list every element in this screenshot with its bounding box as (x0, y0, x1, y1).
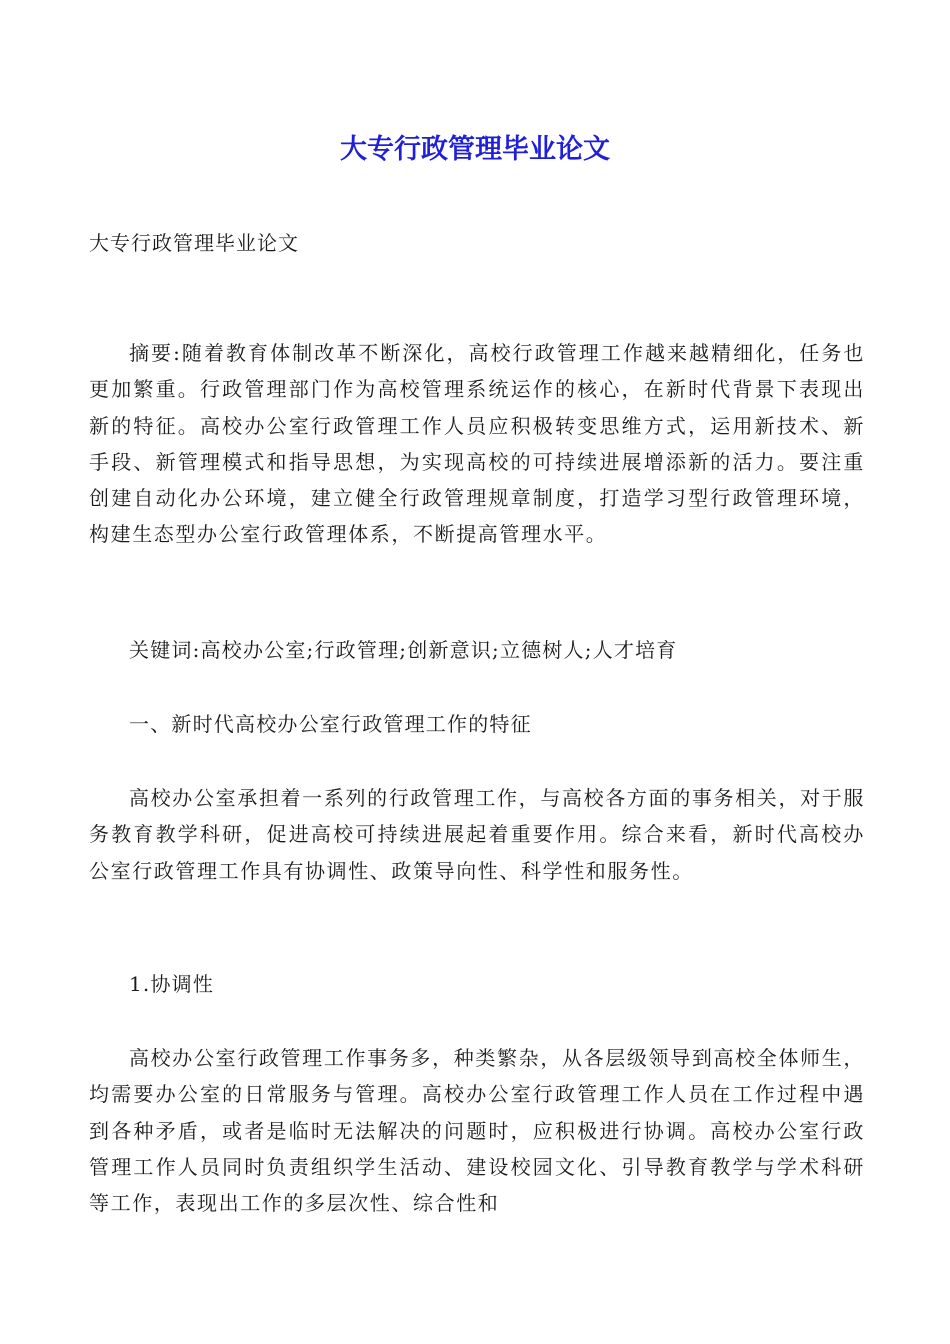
section-paragraph: 高校办公室承担着一系列的行政管理工作，与高校各方面的事务相关，对于服务教育教学科研，促进高校可持续进展起着重要作用。综合来看，新时代高校办公室行政管理工作具有协调性、政策导向性、科学性和服务性。 (89, 786, 865, 883)
document-title: 大专行政管理毕业论文 (340, 134, 610, 165)
subsection-paragraph: 高校办公室行政管理工作事务多，种类繁杂，从各层级领导到高校全体师生，均需要办公室的日常服务与管理。高校办公室行政管理工作人员在工作过程中遇到各种矛盾，或者是临时无法解决的问题时，应积极进行协调。高校办公室行政管理工作人员同时负责组织学生活动、建设校园文化、引导教育教学与学术科研等工作，表现出工作的多层次性、综合性和 (89, 1046, 865, 1216)
keywords-line: 关键词:高校办公室;行政管理;创新意识;立德树人;人才培育 (129, 638, 678, 662)
abstract-paragraph: 摘要:随着教育体制改革不断深化，高校行政管理工作越来越精细化，任务也更加繁重。行政管理部门作为高校管理系统运作的核心，在新时代背景下表现出新的特征。高校办公室行政管理工作人员应积极转变思维方式，运用新技术、新手段、新管理模式和指导思想，为实现高校的可持续进展增添新的活力。要注重创建自动化办公环境，建立健全行政管理规章制度，打造学习型行政管理环境，构建生态型办公室行政管理体系，不断提高管理水平。 (89, 341, 865, 547)
section-heading: 一、新时代高校办公室行政管理工作的特征 (129, 712, 532, 736)
document-subtitle: 大专行政管理毕业论文 (89, 231, 299, 255)
subsection-heading: 1.协调性 (129, 972, 215, 996)
